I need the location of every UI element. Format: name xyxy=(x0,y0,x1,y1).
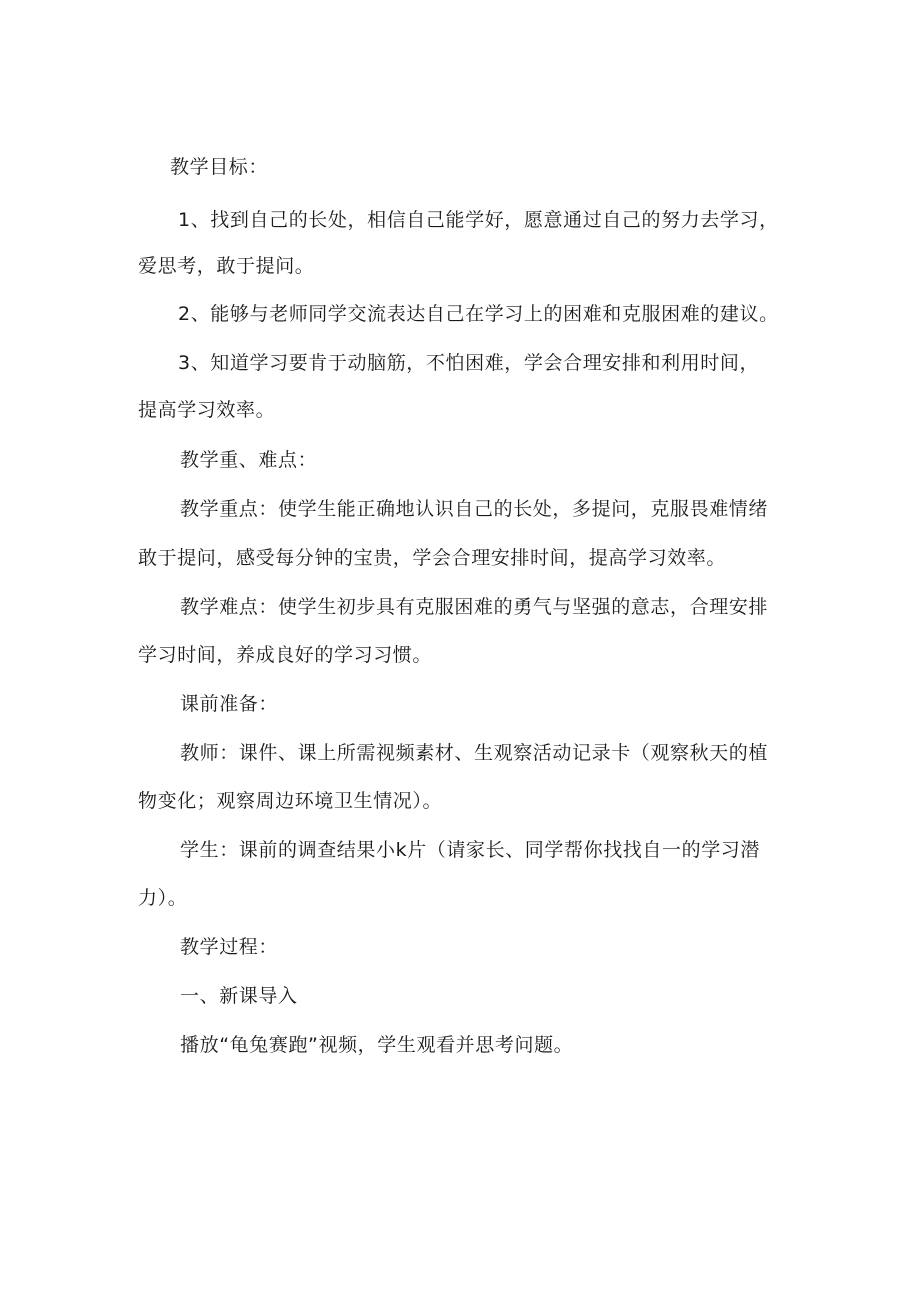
goal-1-line-2: 爱思考，敢于提问。 xyxy=(138,255,315,277)
heading-key-difficult-points: 教学重、难点： xyxy=(180,449,318,471)
goal-2-line-1: 2、能够与老师同学交流表达自己在学习上的困难和克服困难的建议。 xyxy=(178,303,779,325)
intro-activity-line-1: 播放“龟兔赛跑”视频，学生观看并思考问题。 xyxy=(180,1034,574,1056)
goal-3-line-2: 提高学习效率。 xyxy=(138,399,276,421)
goal-3-line-1: 3、知道学习要肯于动脑筋，不怕困难，学会合理安排和利用时间， xyxy=(178,352,760,374)
section-new-lesson-intro: 一、新课导入 xyxy=(180,985,298,1007)
heading-preparation: 课前准备： xyxy=(180,693,279,715)
goal-1-line-1: 1、找到自己的长处，相信自己能学好，愿意通过自己的努力去学习， xyxy=(178,209,779,231)
heading-teaching-process: 教学过程： xyxy=(180,936,279,958)
teacher-preparation-line-1: 教师：课件、课上所需视频素材、生观察活动记录卡（观察秋天的植 xyxy=(180,742,769,764)
teacher-preparation-line-2: 物变化；观察周边环境卫生情况）。 xyxy=(138,790,443,812)
student-preparation-line-1: 学生：课前的调查结果小k片（请家长、同学帮你找找自一的学习潜 xyxy=(180,839,761,861)
heading-teaching-goals: 教学目标： xyxy=(170,156,269,178)
key-point-line-1: 教学重点：使学生能正确地认识自己的长处，多提问，克服畏难情绪 xyxy=(180,498,769,520)
difficult-point-line-2: 学习时间，养成良好的学习习惯。 xyxy=(138,644,433,666)
difficult-point-line-1: 教学难点：使学生初步具有克服困难的勇气与坚强的意志，合理安排 xyxy=(180,596,769,618)
key-point-line-2: 敢于提问，感受每分钟的宝贵，学会合理安排时间，提高学习效率。 xyxy=(138,547,727,569)
student-preparation-line-2: 力）。 xyxy=(138,887,188,909)
